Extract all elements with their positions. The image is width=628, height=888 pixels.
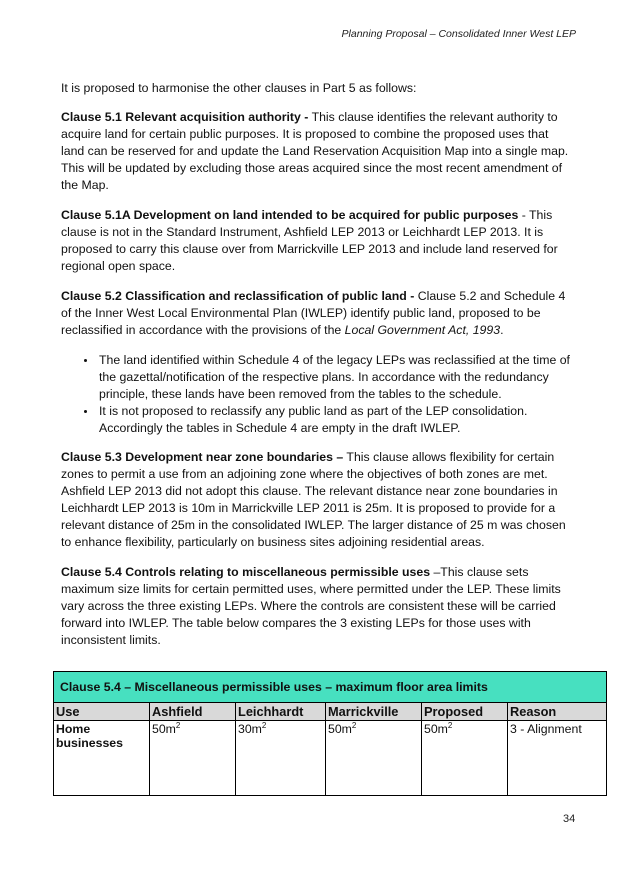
column-header-marrickville: Marrickville — [326, 703, 422, 721]
clause-5-4-text: –This clause sets maximum size limits for certain permitted uses, where permitted under the LEP. These limits vary across the three existing LEPs. Where the controls are consistent these will be carried forward into IWLEP. The table below compares the 3 existing LEPs for those uses with inconsistent limits. — [61, 565, 561, 647]
cell-proposed-value: 50m — [424, 722, 448, 736]
document-body — [61, 80, 573, 662]
cell-reason: 3 - Alignment — [508, 721, 607, 796]
clause-5-1a-paragraph — [61, 207, 573, 275]
clause-5-2-tail: . — [500, 323, 504, 337]
table-header-row — [54, 703, 607, 721]
floor-area-limits-table — [53, 671, 607, 796]
column-header-ashfield: Ashfield — [150, 703, 236, 721]
clause-5-1-paragraph — [61, 109, 573, 194]
clause-5-4-paragraph — [61, 564, 573, 649]
table-row — [54, 721, 607, 796]
clause-5-2-heading: Clause 5.2 Classification and reclassification of public land - — [61, 289, 415, 303]
cell-leichhardt-value: 30m — [238, 722, 262, 736]
clause-5-1-text: This clause identifies the relevant authority to acquire land for certain public purposes. It is proposed to combine the proposed uses that land can be reserved for and update the Land Reservation Acquisition Map into a single map. This will be updated by excluding those areas acquired since the most recent amendment of the Map. — [61, 110, 569, 192]
table-title: Clause 5.4 – Miscellaneous permissible uses – maximum floor area limits — [54, 672, 607, 703]
unit-superscript: 2 — [175, 720, 181, 730]
cell-proposed — [422, 721, 508, 796]
cell-marrickville — [326, 721, 422, 796]
column-header-leichhardt: Leichhardt — [236, 703, 326, 721]
intro-paragraph: It is proposed to harmonise the other clauses in Part 5 as follows: — [61, 81, 417, 95]
unit-superscript: 2 — [261, 720, 267, 730]
clause-5-2-bullet-list — [61, 352, 573, 437]
clause-5-1-heading: Clause 5.1 Relevant acquisition authority - — [61, 110, 309, 124]
clause-5-1a-text: - This clause is not in the Standard Instrument, Ashfield LEP 2013 or Leichhardt LEP 2013. It is proposed to carry this clause over from Marrickville LEP 2013 and include land reserved for regional open space. — [61, 208, 558, 273]
clause-5-2-paragraph — [61, 288, 573, 339]
act-title: Local Government Act, 1993 — [344, 323, 501, 337]
clause-5-3-paragraph — [61, 449, 573, 551]
clause-5-3-heading: Clause 5.3 Development near zone boundaries – — [61, 450, 344, 464]
cell-ashfield — [150, 721, 236, 796]
cell-ashfield-value: 50m — [152, 722, 176, 736]
clause-5-4-heading: Clause 5.4 Controls relating to miscellaneous permissible uses — [61, 565, 431, 579]
column-header-proposed: Proposed — [422, 703, 508, 721]
cell-use: Home businesses — [54, 721, 150, 796]
running-header: Planning Proposal – Consolidated Inner West LEP — [341, 28, 576, 40]
clause-5-2-text: Clause 5.2 and Schedule 4 of the Inner West Local Environmental Plan (IWLEP) identify public land, proposed to be reclassified in accordance with the provisions of the — [61, 289, 566, 337]
page-number: 34 — [563, 813, 576, 825]
unit-superscript: 2 — [351, 720, 357, 730]
unit-superscript: 2 — [447, 720, 453, 730]
cell-leichhardt — [236, 721, 326, 796]
list-item: • The land identified within Schedule 4 of the legacy LEPs was reclassified at the time of the gazettal/notification of the respective plans. In accordance with the redundancy principle, these lands have been removed from the tables to the schedule. — [97, 352, 573, 403]
clause-5-1a-heading: Clause 5.1A Development on land intended to be acquired for public purposes — [61, 208, 519, 222]
column-header-reason: Reason — [508, 703, 607, 721]
list-item: • It is not proposed to reclassify any public land as part of the LEP consolidation. Accordingly the tables in Schedule 4 are empty in the draft IWLEP. — [97, 403, 573, 437]
clause-5-3-text: This clause allows flexibility for certain zones to permit a use from an adjoining zone where the objectives of both zones are met. Ashfield LEP 2013 did not adopt this clause. The relevant distance near zone boundaries in Leichhardt LEP 2013 is 10m in Marrickville LEP 2011 is 25m. It is proposed to provide for a relevant distance of 25m in the consolidated IWLEP. The larger distance of 25 m was chosen to enhance flexibility, particularly on business sites adjoining residential areas. — [61, 450, 566, 549]
column-header-use: Use — [54, 703, 150, 721]
cell-marrickville-value: 50m — [328, 722, 352, 736]
